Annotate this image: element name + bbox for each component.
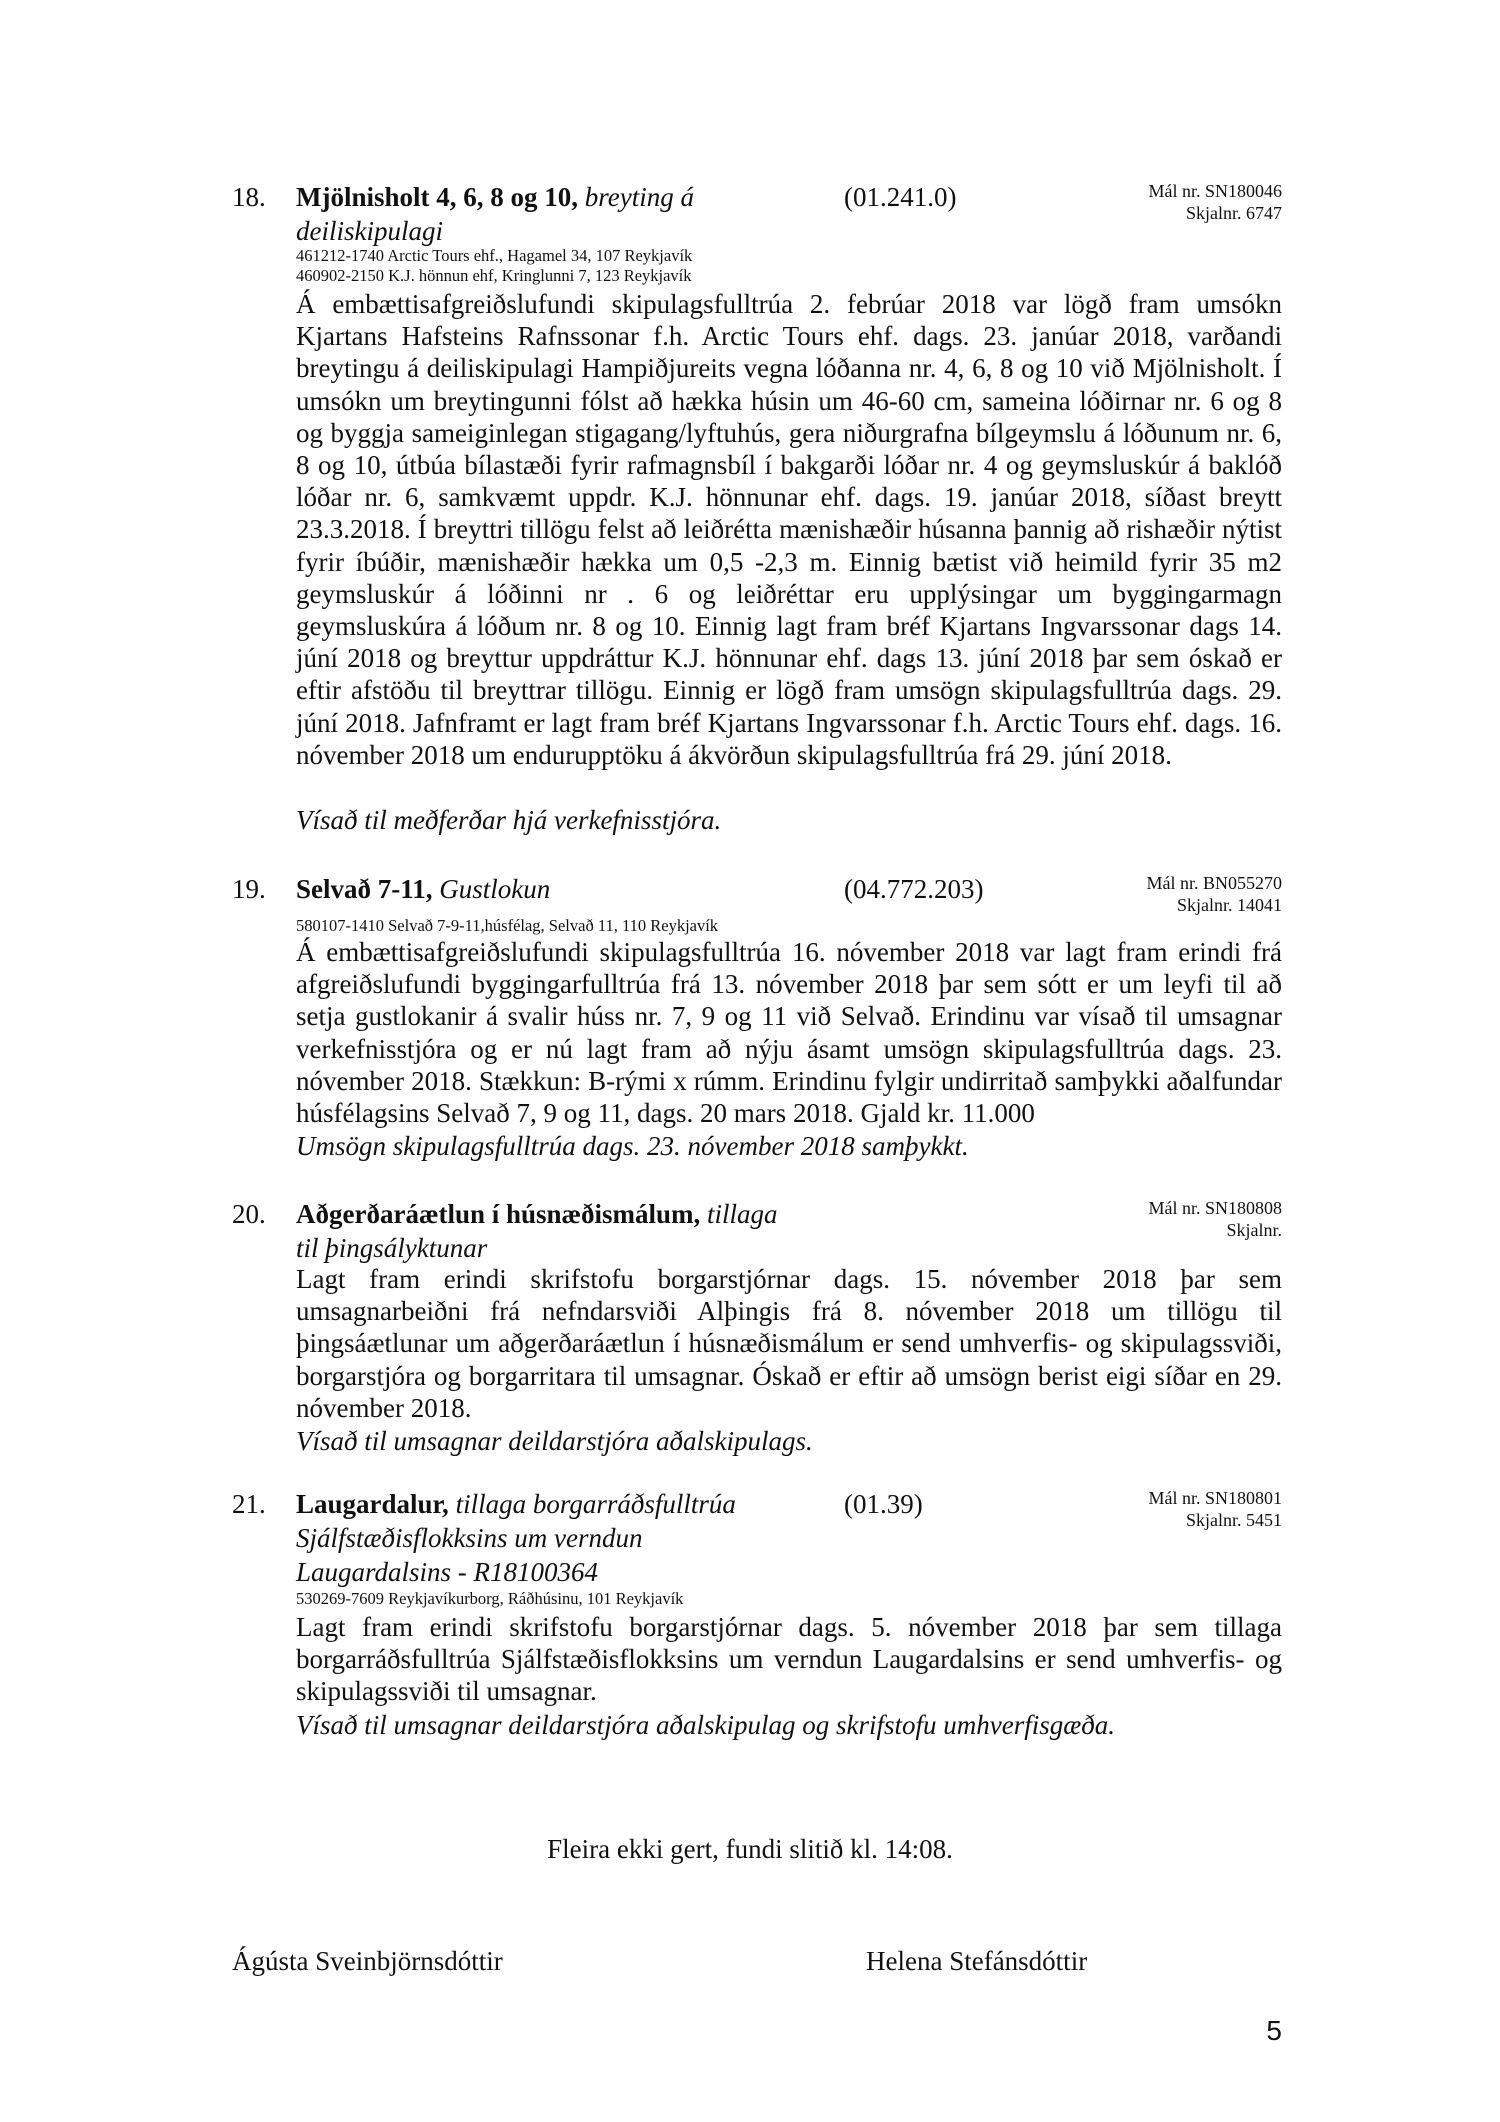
item-number: 18. [232,182,266,212]
party-line: 580107-1410 Selvað 7-9-11,húsfélag, Selvað 11, 110 Reykjavík [296,916,719,935]
item-subtitle: Gustlokun [439,874,551,904]
party-line: 530269-7609 Reykjavíkurborg, Ráðhúsinu, 101 Reykjavík [296,1589,684,1608]
parties [296,246,692,286]
item-title: Laugardalur, [296,1489,449,1519]
item-number: 19. [232,874,266,904]
item-number: 20. [232,1199,266,1229]
case-reference [1148,1197,1282,1241]
item-subtitle-cont: Laugardalsins - R18100364 [296,1557,599,1587]
case-reference [1148,1487,1282,1531]
party-line: 460902-2150 K.J. hönnun ehf, Kringlunni 7, 123 Reykjavík [296,266,692,285]
item-heading [296,1197,816,1265]
case-number: Mál nr. BN055270 [1146,873,1282,893]
item-heading [296,180,816,248]
item-subtitle: tillaga borgarráðsfulltrúa [455,1489,736,1519]
signature-2: Helena Stefánsdóttir [866,1946,1088,1976]
item-code: (04.772.203) [844,874,984,904]
document-number: Skjalnr. 6747 [1185,203,1282,223]
case-number: Mál nr. SN180801 [1148,1488,1282,1508]
document-number: Skjalnr. 14041 [1176,895,1282,915]
signature-1: Ágústa Sveinbjörnsdóttir [232,1946,503,1976]
item-title: Aðgerðaráætlun í húsnæðismálum, [296,1199,701,1229]
item-number: 21. [232,1489,266,1519]
page-number: 5 [1266,2015,1282,2046]
item-body: Lagt fram erindi skrifstofu borgarstjórnar dags. 15. nóvember 2018 þar sem umsagnarbeiðni frá nefndarsviði Alþingis frá 8. nóvember 2018 um tillögu til þingsáætlunar um aðgerðaráætlun í húsnæðismálum er send umhverfis- og skipulagssviði, borgarstjóra og borgarritara til umsagnar. Óskað er eftir að umsögn berist eigi síðar en 29. nóvember 2018. [296,1264,1282,1423]
document-number: Skjalnr. [1226,1220,1282,1240]
item-decision: Vísað til umsagnar deildarstjóra aðalskipulag og skrifstofu umhverfisgæða. [296,1710,1116,1740]
item-heading [296,872,816,906]
item-decision: Umsögn skipulagsfulltrúa dags. 23. nóvember 2018 samþykkt. [296,1131,969,1161]
case-number: Mál nr. SN180046 [1148,181,1282,201]
closing-line: Fleira ekki gert, fundi slitið kl. 14:08. [547,1834,953,1864]
item-subtitle-cont: Sjálfstæðisflokksins um verndun [296,1523,643,1553]
item-subtitle-cont: til þingsályktunar [296,1233,488,1263]
item-body: Á embættisafgreiðslufundi skipulagsfulltrúa 16. nóvember 2018 var lagt fram erindi frá afgreiðslufundi byggingarfulltrúa frá 13. nóvember 2018 þar sem sótt er um leyfi til að setja gustlokanir á svalir húss nr. 7, 9 og 11 við Selvað. Erindinu var vísað til umsagnar verkefnisstjóra og er nú lagt fram að nýju ásamt umsögn skipulagsfulltrúa dags. 23. nóvember 2018. Stækkun: B-rými x rúmm. Erindinu fylgir undirritað samþykki aðalfundar húsfélagsins Selvað 7, 9 og 11, dags. 20 mars 2018. Gjald kr. 11.000 [296,937,1282,1129]
document-number: Skjalnr. 5451 [1185,1510,1282,1530]
item-subtitle: breyting á [584,182,694,212]
item-decision: Vísað til umsagnar deildarstjóra aðalskipulags. [296,1426,813,1456]
case-reference [1148,180,1282,224]
parties [296,916,718,936]
item-title: Selvað 7-11, [296,874,433,904]
item-body: Á embættisafgreiðslufundi skipulagsfulltrúa 2. febrúar 2018 var lögð fram umsókn Kjartans Hafsteins Rafnssonar f.h. Arctic Tours ehf. dags. 23. janúar 2018, varðandi breytingu á deiliskipulagi Hampiðjureits vegna lóðanna nr. 4, 6, 8 og 10 við Mjölnisholt. Í umsókn um breytingunni fólst að hækka húsin um 46-60 cm, sameina lóðirnar nr. 6 og 8 og byggja sameiginlegan stigagang/lyftuhús, gera niðurgrafna bílgeymslu á lóðunum nr. 6, 8 og 10, útbúa bílastæði fyrir rafmagnsbíl í bakgarði lóðar nr. 4 og geymsluskúr á baklóð lóðar nr. 6, samkvæmt uppdr. K.J. hönnunar ehf. dags. 19. janúar 2018, síðast breytt 23.3.2018. Í breyttri tillögu felst að leiðrétta mænishæðir húsanna þannig að rishæðir nýtist fyrir íbúðir, mænishæðir hækka um 0,5 -2,3 m. Einnig bætist við heimild fyrir 35 m2 geymsluskúr á lóðinni nr . 6 og leiðréttar eru upplýsingar um byggingarmagn geymsluskúra á lóðum nr. 8 og 10. Einnig lagt fram bréf Kjartans Ingvarssonar dags 14. júní 2018 og breyttur uppdráttur K.J. hönnunar ehf. dags 13. júní 2018 þar sem óskað er eftir afstöðu til breyttrar tillögu. Einnig er lögð fram umsögn skipulagsfulltrúa dags. 29. júní 2018. Jafnframt er lagt fram bréf Kjartans Ingvarssonar f.h. Arctic Tours ehf. dags. 16. nóvember 2018 um endurupptöku á ákvörðun skipulagsfulltrúa frá 29. júní 2018. [296,289,1282,770]
item-code: (01.39) [844,1489,923,1519]
party-line: 461212-1740 Arctic Tours ehf., Hagamel 34, 107 Reykjavík [296,246,693,265]
item-code: (01.241.0) [844,182,957,212]
item-title: Mjölnisholt 4, 6, 8 og 10, [296,182,579,212]
item-body: Lagt fram erindi skrifstofu borgarstjórnar dags. 5. nóvember 2018 þar sem tillaga borgarráðsfulltrúa Sjálfstæðisflokksins um verndun Laugardalsins er send umhverfis- og skipulagssviði til umsagnar. [296,1612,1282,1707]
parties [296,1589,683,1609]
item-heading [296,1487,816,1589]
case-reference [1146,872,1282,916]
item-subtitle-cont: deiliskipulagi [296,216,443,246]
item-decision: Vísað til meðferðar hjá verkefnisstjóra. [296,805,722,835]
case-number: Mál nr. SN180808 [1148,1198,1282,1218]
item-subtitle: tillaga [707,1199,778,1229]
